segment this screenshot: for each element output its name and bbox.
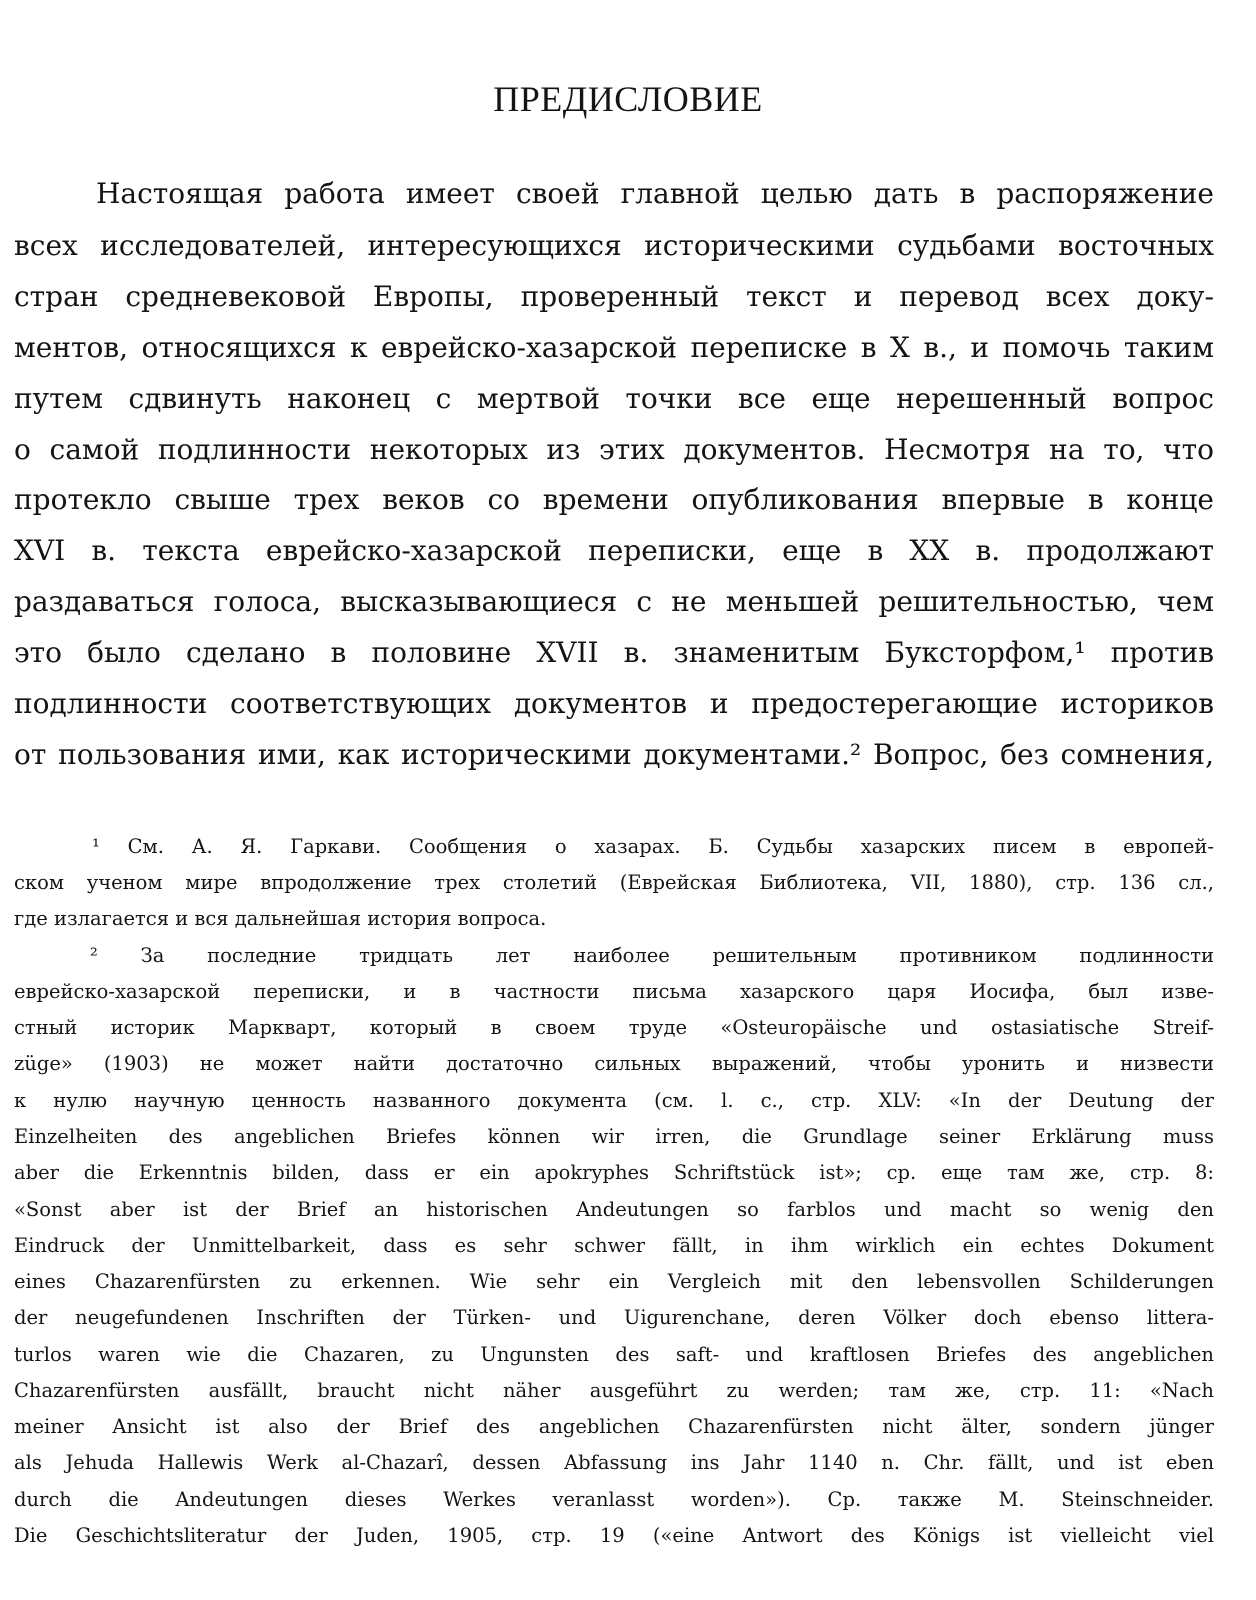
footnote-line: aber die Erkenntnis bilden, dass er ein apokryphes Schriftstück ist»; ср. еще там же, стр. 8:: [14, 1161, 1214, 1184]
body-line: раздаваться голоса, высказывающиеся с не меньшей решительностью, чем: [14, 585, 1214, 618]
footnote-line: als Jehuda Hallewis Werk al-Chazarî, dessen Abfassung ins Jahr 1140 n. Chr. fällt, und ist eben: [14, 1451, 1214, 1474]
footnote-line: Chazarenfürsten ausfällt, braucht nicht näher ausgeführt zu werden; там же, стр. 11: «Nach: [14, 1379, 1214, 1402]
footnote-line: Eindruck der Unmittelbarkeit, dass es sehr schwer fällt, in ihm wirklich ein echtes Dokument: [14, 1234, 1214, 1257]
body-line: Настоящая работа имеет своей главной целью дать в распоряжение: [96, 177, 1214, 210]
footnote-line: der neugefundenen Inschriften der Türken- und Uigurenchane, deren Völker doch ebenso littera-: [14, 1306, 1214, 1329]
footnote-line: turlos waren wie die Chazaren, zu Ungunsten des saft- und kraftlosen Briefes des angeblichen: [14, 1343, 1214, 1366]
body-line: протекло свыше трех веков со времени опубликования впервые в конце: [14, 483, 1214, 516]
footnote-line: Die Geschichtsliteratur der Juden, 1905, стр. 19 («eine Antwort des Königs ist vielleicht viel: [14, 1524, 1214, 1547]
footnote-line: еврейско-хазарской переписки, и в частности письма хазарского царя Иосифа, был изве-: [14, 980, 1214, 1003]
body-line: стран средневековой Европы, проверенный текст и перевод всех доку-: [14, 280, 1214, 313]
footnote-line: к нулю научную ценность названного документа (см. l. c., стр. XLV: «In der Deutung der: [14, 1089, 1214, 1112]
body-line: всех исследователей, интересующихся историческими судьбами восточных: [14, 229, 1214, 262]
footnote-line: где излагается и вся дальнейшая история вопроса.: [14, 907, 547, 930]
body-line: это было сделано в половине XVII в. знаменитым Буксторфом,¹ против: [14, 636, 1214, 669]
footnote-line: ¹ См. А. Я. Гаркави. Сообщения о хазарах. Б. Судьбы хазарских писем в европей-: [92, 835, 1214, 858]
footnote-line: ском ученом мире впродолжение трех столетий (Еврейская Библиотека, VII, 1880), стр. 136 сл.,: [14, 871, 1214, 894]
footnote-line: стный историк Маркварт, который в своем труде «Osteuropäische und ostasiatische Streif-: [14, 1016, 1214, 1039]
footnote-line: durch die Andeutungen dieses Werkes veranlasst worden»). Ср. также M. Steinschneider.: [14, 1488, 1214, 1511]
body-line: путем сдвинуть наконец с мертвой точки все еще нерешенный вопрос: [14, 382, 1214, 415]
body-line: подлинности соответствующих документов и предостерегающие историков: [14, 687, 1214, 720]
footnote-line: züge» (1903) не может найти достаточно сильных выражений, чтобы уронить и низвести: [14, 1052, 1214, 1075]
footnote-line: ² За последние тридцать лет наиболее решительным противником подлинности: [90, 944, 1214, 967]
footnote-line: «Sonst aber ist der Brief an historischen Andeutungen so farblos und macht so wenig den: [14, 1198, 1214, 1221]
body-line: от пользования ими, как историческими документами.² Вопрос, без сомнения,: [14, 738, 1214, 771]
body-line: XVI в. текста еврейско-хазарской переписки, еще в XX в. продолжают: [14, 534, 1214, 567]
footnote-line: meiner Ansicht ist also der Brief des angeblichen Chazarenfürsten nicht älter, sondern jünger: [14, 1415, 1214, 1438]
footnote-line: eines Chazarenfürsten zu erkennen. Wie sehr ein Vergleich mit den lebensvollen Schilderungen: [14, 1270, 1214, 1293]
footnote-line: Einzelheiten des angeblichen Briefes können wir irren, die Grundlage seiner Erklärung muss: [14, 1125, 1214, 1148]
body-line: ментов, относящихся к еврейско-хазарской переписке в X в., и помочь таким: [14, 331, 1214, 364]
page-title: ПРЕДИСЛОВИЕ: [493, 79, 763, 119]
body-line: о самой подлинности некоторых из этих документов. Несмотря на то, что: [14, 433, 1214, 466]
